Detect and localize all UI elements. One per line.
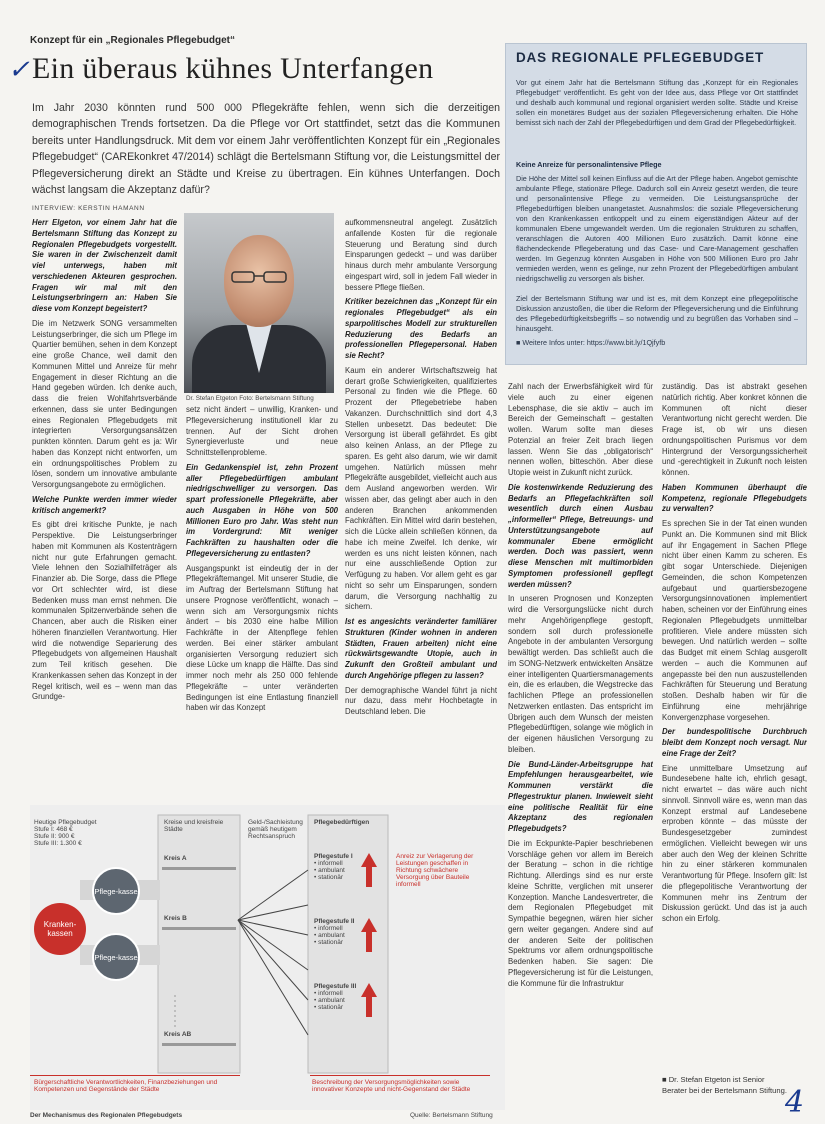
diagram-caption: Der Mechanismus des Regionalen Pflegebudgets: [30, 1112, 183, 1119]
pflegekasse-bubble: Pflege-kasse: [92, 867, 140, 915]
diagram-source: Quelle: Bertelsmann Stiftung: [410, 1112, 493, 1119]
column-3: [345, 218, 497, 758]
article-title: Ein überaus kühnes Unterfangen: [32, 52, 434, 85]
pflegestufe-2: [314, 918, 364, 946]
sidebar-box: [505, 43, 807, 365]
answer: Der demographische Wandel führt ja nicht nur dazu, dass mehr Hochbetagte in Deutschland leben. Die: [345, 685, 497, 716]
answer: aufkommensneutral angelegt. Zusätzlich anfallende Kosten für die regionale Steuerung und Beratung sind durch Einsparungen gedeckt – und was darüber hinaus durch mehr ambulante Versorgung eingespart wird, soll in jedem Fall wieder in bessere Pflege fließen.: [345, 218, 497, 292]
sidebar-paragraph: Die Höhe der Mittel soll keinen Einfluss auf die Art der Pflege haben. Angebot gemischte ambulante Pflege, stationäre Pflege. Dadurch soll ein Anreiz gesetzt werden, die teure und personalintensive Pflege zu vermeiden. Die Leistungsansprüche der Pflegebedürftigen bleiben unangetastet. Ausnahmslos: die soziale Pflegeversicherung von den Krankenkassen entkoppelt und zu einem eigenständigen Akteur auf der kommunalen Ebene umgewandelt werden. Um die regionalen Strukturen zu schaffen, veranschlagen die Autoren 400 Millionen Euro zusätzlich. Damit könne eine flächendeckende Pflegeberatung und das Case- und Care-Management geschaffen werden. Im Gegenzug könnten Ausgaben in Höhe von 500 Millionen Euro pro Jahr vermieden werden, wenn es gelinge, nur zehn Prozent der Pflegebedürftigen ambulant niedrigschwellig zu versorgen als bisher.: [516, 174, 798, 283]
column-1: [32, 218, 177, 758]
pflege-header: Pflegebedürftigen: [314, 819, 370, 826]
page-number: 4: [785, 1085, 805, 1120]
handwritten-checkmark-icon: ✓: [8, 55, 30, 85]
answer: Es gibt drei kritische Punkte, je nach Perspektive. Die Leistungserbringer haben mit Kommunen als Kostenträgern nicht nur gute Erfahrungen gemacht. Viele lehnen den Sozialhilfeträger als Finanzier ab. Die Sorge, dass die Pflege vor Ort schlechter wird, ist diese Bedenken muss man ernst nehmen. Die kommunalen Spitzenverbände sehen die Chancen, aber auch die Risiken einer höheren finanziellen Verantwortung. Hier wird die notwendige Separierung des Pflegebudgets von allgemeinen Haushalt zum Teil kritisch gesehen. Die Krankenkassen sehen das Konzept in der Regel kritisch, weil es – wenn man das Grundge-: [32, 520, 177, 702]
author-bio: [662, 1075, 787, 1096]
lead-paragraph: Im Jahr 2030 könnten rund 500 000 Pflegekräfte fehlen, wenn sich die derzeitigen demographischen Trends fortsetzen. Da die Pflege vor Ort stattfindet, setzt das die Kommunen bereits unter Handlungsdruck. Mit dem vor einem Jahr veröffentlichten Konzept für ein „Regionales Pflegebudget“ (CAREkonkret 47/2014) schlägt die Bertelsmann Stiftung vor, die Leistungsmittel der Pflegeversicherung direkt an Städte und Kreise zu übertragen. Ein kühnes Unterfangen. Doch wächst langsam die Akzeptanz dafür?: [32, 102, 500, 197]
column-4: [508, 382, 653, 1107]
krankenkassen-bubble: Kranken-kassen: [34, 903, 86, 955]
photo-caption: Dr. Stefan Etgeton Foto: Bertelsmann Stiftung: [186, 395, 314, 402]
bullet-square-icon: ■: [516, 338, 523, 347]
stufe-item: • ambulant: [314, 867, 345, 874]
answer: Kaum ein anderer Wirtschaftszweig hat derart große Schwierigkeiten, qualifiziertes Personal zu finden wie die Pflege. 60 Prozent der Pflegebetriebe haben Vakanzen. Durchschnittlich sind dort 4,3 Stellen unbesetzt. Das bedeutet: Die Versorgung ist überall gefährdet. Es gibt also keinen Anlass, an der Pflege zu sparen. Es geht also darum, wie wir damit umgehen. Natürlich müssen mehr Pflegekräfte ausgebildet, vielleicht auch aus dem Ausland angeworben werden. Wir wissen aber, das gelingt aber auch in den anderen Branchen ankommenden Fachkräften. Ein Mittel wird darin bestehen, sich die Lücke allein schließen können, da habe ich meine Zweifel. Ich denke, wir werden es uns nicht leisten können, nach nur eine ausschließende Option zur Verfügung zu haben. Vor allem geht es gar nicht so sehr um Einsparungen, sondern darum, die Versorgung nachhaltig zu sichern.: [345, 365, 497, 612]
stufe-title: Pflegestufe II: [314, 918, 355, 925]
sidebar-paragraph: Vor gut einem Jahr hat die Bertelsmann Stiftung das „Konzept für ein Regionales Pflegebudget“ veröffentlicht. Es geht von der Idee aus, dass Pflege vor Ort stattfindet und deshalb auch kommunal und regional organisiert werden sollte. Städte und Kreise sollen ein monetäres Budget aus der sozialen Pflegeversicherung erhalten. Die Höhe bemisst sich nach der Zahl der Pflegebedürftigen und dem Grad der Pflegebedürftigkeit.: [516, 78, 798, 127]
stufe-item: • stationär: [314, 1004, 344, 1011]
sidebar-paragraph: Ziel der Bertelsmann Stiftung war und ist es, mit dem Konzept eine pflegepolitische Diskussion anzustoßen, die über die Reform der Pflegeversicherung und die Einführung des Pflegebedürftigkeitsbegriffs – so notwendig und zu begrüßen das Vorhaben sind – hinausgeht.: [516, 294, 798, 333]
question: Kritiker bezeichnen das „Konzept für ein regionales Pflegebudget“ als ein sparpolitisches Modell zur strukturellen Reduzierung des Bedarfs an professionellen Pflegepersonal. Haben sie Recht?: [345, 297, 497, 360]
anreiz-note: Anreiz zur Verlagerung der Leistungen geschaffen in Richtung schwächere Versorgung über Bauteile informell: [396, 853, 474, 888]
column-2: [186, 405, 338, 757]
answer: zuständig. Das ist abstrakt gesehen natürlich richtig. Aber konkret können die Kommunen oft nicht dieser Verantwortung nicht gerecht werden. Die Frage ist, ob wir uns diesen ordnungspolitischen Purismus vor dem Hintergrund der Versorgungssicherheit und -gerechtigkeit in Zukunft noch leisten können.: [662, 382, 807, 477]
stufe-title: Pflegestufe III: [314, 983, 357, 990]
stufe-item: • stationär: [314, 874, 344, 881]
pflegestufe-1: [314, 853, 364, 881]
sidebar-subheading: Keine Anreize für personalintensive Pflege: [516, 160, 662, 169]
budget-legend-line: Stufe II: 900 €: [34, 833, 75, 840]
stufe-title: Pflegestufe I: [314, 853, 353, 860]
stufe-item: • ambulant: [314, 932, 345, 939]
question: Der bundespolitische Durchbruch bleibt dem Konzept noch versagt. Nur eine Frage der Zeit?: [662, 727, 807, 758]
answer: setz nicht ändert – unwillig, Kranken- und Pflegeversicherung institutionell klar zu trennen. Auf der Sicht drohen Synergieverluste und neue Schnittstellenprobleme.: [186, 405, 338, 457]
question: Die Bund-Länder-Arbeitsgruppe hat Empfehlungen herausgearbeitet, wie Kommunen verstärkt die Pflegestruktur planen. Inwieweit sieht eine politische Realität für eine Akzeptanz des regionalen Pflegebudgets?: [508, 759, 653, 833]
pflegekasse-bubble: Pflege-kasse: [92, 933, 140, 981]
question: Welche Punkte werden immer wieder kritisch angemerkt?: [32, 494, 177, 515]
kreis-b-label: Kreis B: [164, 915, 187, 922]
pflegebudget-diagram: [30, 805, 505, 1110]
answer: Die im Eckpunkte-Papier beschriebenen Vorschläge gehen vor allem im Bereich der Beratung – schon in die richtige Richtung. Allerdings sind es nur erste kleine Schritte, verglichen mit unserer Konzeption. Manche Landesvertreter, die dem Regionalen Pflegebudget mit Sympathie begegnen, wären hier sicher gern weiter gegangen. Andere sind auf der anderen Seite der politischen Spektrums vor allem ordnungspolitische Bedenken haben. Sie sagen: Die Pflegeversicherung ist für die Leistungen, die Kommune für die Infrastruktur: [508, 838, 653, 988]
budget-legend-line: Stufe I: 468 €: [34, 826, 73, 833]
question: Herr Elgeton, vor einem Jahr hat die Bertelsmann Stiftung das Konzept zu Regionalen Pflegebudgets vorgestellt. Sie waren in der Zwischenzeit damit viel unterwegs, haben mit verschiedenen Akteuren gesprochen. Fragen wir mal mit den Leistungserbringern an: Haben Sie diese vom Konzept begeistert?: [32, 218, 177, 313]
bio-text: Dr. Stefan Etgeton ist Senior Berater bei der Bertelsmann Stiftung.: [662, 1075, 787, 1095]
kreise-header: Kreise und kreisfreie Städte: [164, 819, 224, 833]
bottom-right-note: Beschreibung der Versorgungsmöglichkeiten sowie innovativer Konzepte und nicht-Gegenstand der Städte: [312, 1079, 471, 1093]
pflegestufe-3: [314, 983, 364, 1011]
stufe-item: • informell: [314, 990, 343, 997]
answer: Zahl nach der Erwerbsfähigkeit wird für viele auch zu einer eigenen Lebensphase, die sie aktiv – auch im Bereich der Gemeinschaft – gestalten wollen. Warum sollte man dieses Potenzial an freier Zeit brach liegen lassen. Wenn Sie das „obligatorisch“ nennen wollen, bitteschön. Aber diese Utopie weist in Zukunft nicht zurück.: [508, 382, 653, 477]
budget-legend-line: Stufe III: 1.300 €: [34, 840, 82, 847]
bottom-left-note: Bürgerschaftliche Verantwortlichkeiten, Finanzbeziehungen und Kompetenzen und Gegenstände der Städte: [34, 1079, 218, 1093]
stufe-item: • ambulant: [314, 997, 345, 1004]
answer: Es sprechen Sie in der Tat einen wunden Punkt an. Die Kommunen sind mit Blick auf ihr Engagement in Sachen Pflege nicht über einen Kamm zu scheren. Es gibt sogar Unterschiede. Diejenigen Gemeinden, die schon Kompetenzen aufgebaut und quartiersbezogene Versorgungsinnovationen implementiert haben, scheinen vor der Einführung eines Regionalen Pflegebudgets unmittelbar profitieren. Viele andere müssten sich bewegen. Und natürlich werden – sollte das Budget mit einem Schlag ausgerollt werden – auch die Kommunen auf angepasste bei den nun auszustellenden Fachkräften für Steuerung und Beratung stoßen. Deshalb haben wir für die Einführung eine mehrjährige Konvergenzphase vorgesehen.: [662, 519, 807, 722]
stufe-item: • informell: [314, 925, 343, 932]
geld-header: Geld-/Sachleistung gemäß heutigem Rechtsanspruch: [248, 819, 303, 840]
bullet-square-icon: ■: [662, 1075, 669, 1084]
question: Haben Kommunen überhaupt die Kompetenz, regionale Pflegebudgets zu verwalten?: [662, 482, 807, 514]
answer: Ausgangspunkt ist eindeutig der in der Pflegekräftemangel. Mit unserer Studie, die im Auftrag der Bertelsmann Stiftung hat unsere Prognose veröffentlicht, wonach – wenn sich am Versorgungsmix nichts ändert – bis 2030 eine halbe Million Fachkräfte in der Altenpflege fehlen werden. Bei einer stärker ambulant organisierten Versorgung reduziert sich diese Lücke um knapp die Hälfte. Das sind immer noch mehr als 250 000 fehlende Pflegekräfte – unter veränderten Bedingungen ist eine Entlastung finanziell haben wir das Konzept: [186, 563, 338, 713]
answer: In unseren Prognosen und Konzepten wird die Versorgungslücke nicht durch mehr Angehörigenpflege gestopft, sondern soll durch professionelle Angebote in der ambulanten Versorgung bewältigt werden. Das schließt auch die im SONG-Netzwerk entwickelten Ansätze einer intelligenten Quartiersmanagements ein, die es erlauben, die Wegstrecke das fachlichen Pflege an professionellen Netzwerken entlasten. Das entspricht im Übrigen auch dem Wunsch der meisten Pflegebedürftigen, solange wie möglich in der eigenen häuslichen Versorgung zu bleiben.: [508, 594, 653, 754]
column-5: [662, 382, 807, 1072]
answer: Eine unmittelbare Umsetzung auf Bundesebene halte ich, ehrlich gesagt, nicht erwartet – das wäre auch nicht sinnvoll. Sinnvoll wäre es, wenn man das Konzept erstmal auf Landesebene erproben könnte – das müsste der Bundesgesetzgeber zumindest ermöglichen. Vielleicht bewegen wir uns aber auch den Weg der kleinen Schritte hin zu einer stärkeren kommunalen Verantwortung für Pflege. Insofern gilt: Ist die pflegepolitische Verantwortung der Kommunen mehr ins Zentrum der Diskussion gerückt. Und das ist ja auch schon ein Erfolg.: [662, 763, 807, 923]
sidebar-link[interactable]: [516, 338, 798, 348]
budget-legend: [34, 819, 134, 847]
question: Ein Gedankenspiel ist, zehn Prozent aller Pflegebedürftigen ambulant niedrigschwelliger zu versorgen. Das spart professionelle Pflegekräfte, aber auch Ausgaben in Höhe von 500 Millionen Euro pro Jahr. Was steht nun im Vordergrund: Mit weniger Fachkräften zu haushalten oder die Pflegeversicherung zu entlasten?: [186, 462, 338, 558]
kreis-ab-label: Kreis AB: [164, 1031, 192, 1038]
byline: INTERVIEW: KERSTIN HAMANN: [32, 205, 145, 212]
portrait-photo: [184, 213, 334, 393]
question: Die kostenwirkende Reduzierung des Bedarfs an Pflegefachkräften soll wesentlich durch einen Ausbau „informeller“ Pflege, Betreuungs- und Unterstützungsangebote auf kommunaler Ebene ermöglicht werden. Doch was passiert, wenn diese Menschen mit multimorbiden Symptomen professionell gepflegt werden müssen?: [508, 482, 653, 589]
sidebar-title: DAS REGIONALE PFLEGEBUDGET: [516, 50, 765, 65]
stufe-item: • informell: [314, 860, 343, 867]
question: Ist es angesichts veränderter familiärer Strukturen (Kinder wohnen in anderen Städten, Frauen arbeiten) nicht eine rückwärtsgewandte Utopie, auch in Zukunft den Großteil ambulant und durch Angehörige pflegen zu lassen?: [345, 617, 497, 680]
kreis-a-label: Kreis A: [164, 855, 187, 862]
answer: Die im Netzwerk SONG versammelten Leistungserbringer, die sich um Pflege im Quartier bemühen, sehen in dem Konzept eine große Chance, weil damit den Kommunen Mittel und Anreize für mehr Engagement in dieser Richtung an die Hand gegeben würden. Ich denke auch, dass die freien Wohlfahrtsverbände erkennen, dass sie unter Bedingungen eines Regionalen Pflegebudgets mit integrierten Versorgungsansätzen punkten könnten. Darum geht es ja: Wir haben das Konzept nicht entworfen, um ein ordnungspolitisches Problem zu lösen, sondern um innovative ambulante Versorgungsangebote zu ermöglichen.: [32, 318, 177, 489]
budget-legend-title: Heutige Pflegebudget: [34, 819, 97, 826]
stufe-item: • stationär: [314, 939, 344, 946]
kicker: Konzept für ein „Regionales Pflegebudget“: [30, 35, 236, 46]
link-text: Weitere Infos unter: https://www.bit.ly/1Qjfyfb: [522, 338, 666, 347]
